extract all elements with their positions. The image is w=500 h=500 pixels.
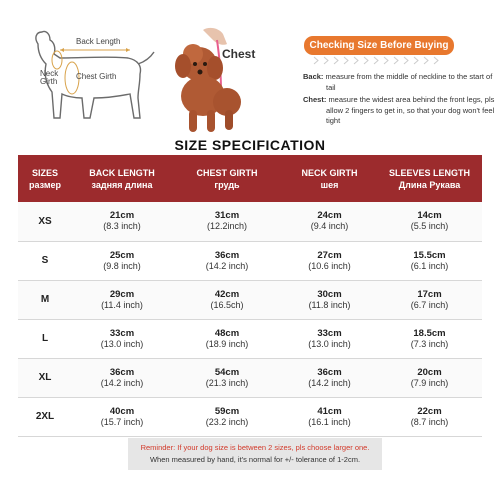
note-back-text: measure from the middle of neckline to the start of tail [325, 72, 493, 92]
value-cell [72, 202, 172, 241]
cm-value: 33cm [109, 327, 135, 339]
cm-value: 17cm [417, 288, 442, 300]
cm-value: 40cm [109, 405, 135, 417]
top-section [0, 0, 500, 140]
inch-value: (16.1 inch) [308, 416, 351, 427]
chest-girth-label: Chest Girth [76, 72, 117, 81]
note-back-key: Back: [303, 72, 324, 81]
value-cell [72, 358, 172, 397]
value-cell [282, 202, 377, 241]
header-chest-girth [172, 155, 282, 202]
cm-value: 25cm [109, 249, 135, 261]
value-cell [72, 241, 172, 280]
inch-value: (10.6 inch) [308, 260, 351, 271]
header-back-length-en: BACK LENGTH [89, 167, 155, 178]
reminder-footer [128, 438, 382, 470]
header-back-length-ru: задняя длина [91, 179, 153, 190]
cm-value: 42cm [214, 288, 240, 300]
value-cell [377, 280, 482, 319]
poodle-photo [163, 24, 273, 138]
table-row [18, 241, 482, 280]
dog-measure-diagram [10, 14, 160, 134]
cm-value: 48cm [214, 327, 240, 339]
neck-girth-label [40, 70, 58, 87]
size-cell: XS [38, 215, 52, 227]
tolerance-text: When measured by hand, it's normal for +/- tolerance of 1-2cm. [149, 455, 361, 464]
note-chest [303, 95, 498, 127]
inch-value: (6.7 inch) [410, 299, 449, 310]
cm-value: 24cm [317, 210, 342, 222]
inch-value: (13.0 inch) [308, 338, 351, 349]
cm-value: 22cm [417, 405, 442, 417]
value-cell [72, 397, 172, 436]
poodle-measuring-icon [163, 24, 273, 138]
table-row [18, 397, 482, 436]
cm-value: 20cm [417, 366, 442, 378]
cm-value: 30cm [317, 288, 342, 300]
value-cell [282, 241, 377, 280]
back-length-label: Back Length [76, 37, 121, 46]
inch-value: (14.2 inch) [308, 377, 351, 388]
value-cell [172, 280, 282, 319]
cm-value: 31cm [214, 210, 240, 222]
size-cell: XL [38, 372, 52, 383]
inch-value: (14.2 inch) [205, 260, 249, 271]
value-cell [282, 280, 377, 319]
value-cell [172, 358, 282, 397]
cm-value: 36cm [109, 366, 135, 378]
value-cell [72, 280, 172, 319]
inch-value: (7.9 inch) [410, 377, 449, 388]
size-cell: S [41, 255, 49, 266]
inch-value: (8.3 inch) [103, 221, 141, 232]
header-neck-girth-ru: шея [320, 179, 339, 190]
cm-value: 15.5cm [413, 249, 446, 261]
table-row [18, 280, 482, 319]
inch-value: (12.2inch) [206, 221, 248, 232]
cm-value: 29cm [109, 288, 135, 300]
inch-value: (11.8 inch) [308, 299, 351, 310]
value-cell [282, 358, 377, 397]
size-table-wrap [18, 155, 482, 437]
header-sleeves-length [377, 155, 482, 202]
value-cell [377, 241, 482, 280]
header-sizes [18, 155, 72, 202]
inch-value: (5.5 inch) [410, 221, 449, 232]
cm-value: 59cm [214, 405, 240, 417]
cm-value: 21cm [109, 210, 135, 222]
cm-value: 14cm [417, 210, 442, 222]
page-title: SIZE SPECIFICATION [174, 137, 326, 153]
cm-value: 41cm [317, 405, 342, 417]
inch-value: (15.7 inch) [100, 416, 144, 427]
size-table [18, 155, 482, 437]
header-sleeves-length-ru: Длина Рукава [398, 179, 461, 190]
cm-value: 18.5cm [413, 327, 446, 339]
inch-value: (6.1 inch) [410, 260, 449, 271]
inch-value: (9.8 inch) [103, 260, 141, 271]
cm-value: 27cm [317, 249, 342, 261]
value-cell [172, 397, 282, 436]
inch-value: (14.2 inch) [100, 377, 144, 388]
value-cell [377, 319, 482, 358]
value-cell [377, 397, 482, 436]
measure-notes [303, 72, 498, 129]
value-cell [172, 202, 282, 241]
value-cell [282, 319, 377, 358]
header-neck-girth-en: NECK GIRTH [301, 167, 358, 178]
inch-value: (18.9 inch) [205, 338, 249, 349]
header-chest-girth-ru: грудь [214, 179, 240, 190]
table-row [18, 358, 482, 397]
chevron-row-icon [304, 56, 454, 65]
inch-value: (16.5ch) [210, 299, 244, 310]
inch-value: (13.0 inch) [100, 338, 144, 349]
header-neck-girth [282, 155, 377, 202]
cm-value: 36cm [317, 366, 342, 378]
chest-photo-label: Chest [222, 47, 256, 61]
inch-value: (21.3 inch) [205, 377, 249, 388]
inch-value: (7.3 inch) [410, 338, 449, 349]
inch-value: (9.4 inch) [310, 221, 349, 232]
note-chest-text: measure the widest area behind the front legs, pls allow 2 fingers to get in, so that your dog won't feel tight [326, 95, 495, 125]
table-row [18, 319, 482, 358]
value-cell [72, 319, 172, 358]
table-header-row [18, 155, 482, 202]
size-cell: M [40, 294, 50, 305]
inch-value: (11.4 inch) [101, 299, 143, 310]
size-cell: 2XL [35, 411, 55, 422]
inch-value: (8.7 inch) [410, 416, 449, 427]
header-sizes-en: SIZES [31, 167, 58, 178]
header-chest-girth-en: CHEST GIRTH [196, 167, 258, 178]
neck-girth-label-line2: Girth [40, 77, 58, 87]
size-table-body [18, 202, 482, 436]
table-row [18, 202, 482, 241]
reminder-text: Reminder: If your dog size is between 2 sizes, pls choose larger one. [140, 443, 370, 452]
header-back-length [72, 155, 172, 202]
header-sizes-ru: размер [28, 179, 62, 190]
value-cell [377, 202, 482, 241]
neck-girth-label-line1: Neck [40, 69, 59, 78]
cm-value: 54cm [214, 366, 240, 378]
cm-value: 36cm [214, 249, 240, 261]
note-chest-key: Chest: [303, 95, 327, 104]
value-cell [172, 319, 282, 358]
value-cell [172, 241, 282, 280]
value-cell [282, 397, 377, 436]
checking-size-badge: Checking Size Before Buying [304, 36, 454, 55]
value-cell [377, 358, 482, 397]
header-sleeves-length-en: SLEEVES LENGTH [388, 167, 470, 178]
note-back [303, 72, 498, 93]
size-cell: L [41, 333, 49, 344]
cm-value: 33cm [317, 327, 342, 339]
inch-value: (23.2 inch) [205, 416, 249, 427]
